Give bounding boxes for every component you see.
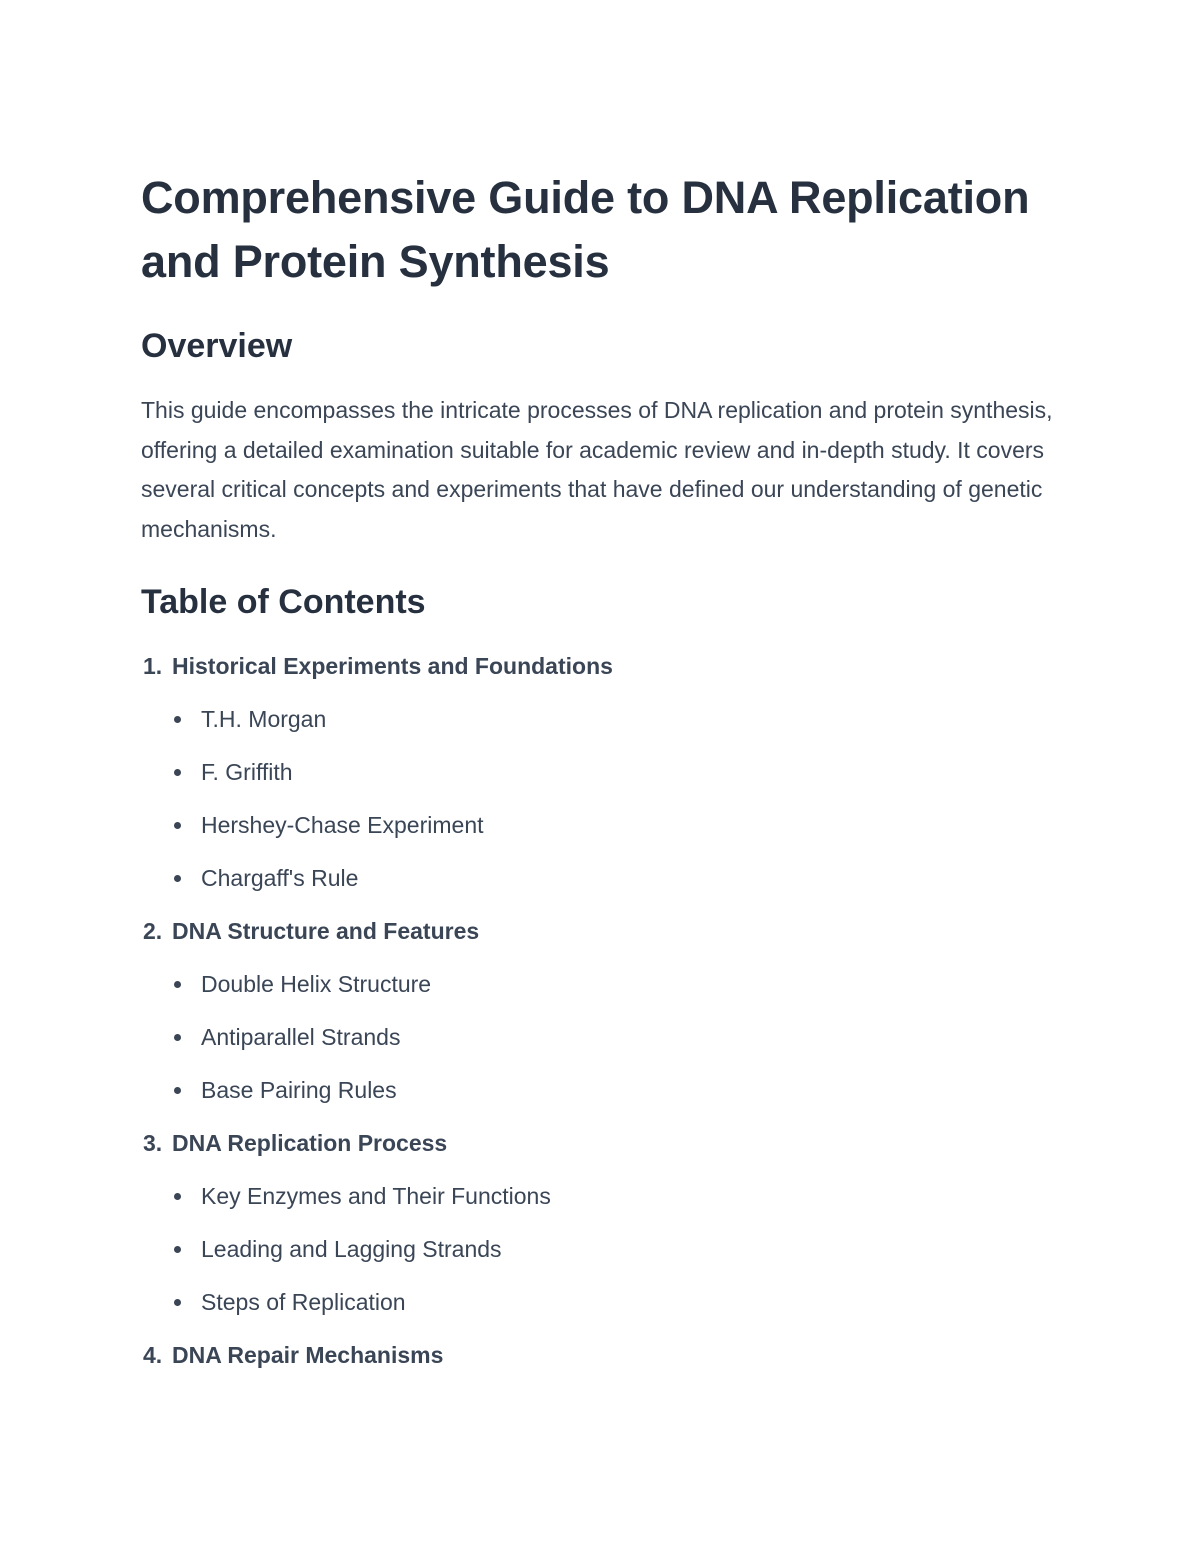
toc-subsection-item xyxy=(172,1283,1061,1321)
bullet-icon xyxy=(174,822,181,829)
overview-paragraph: This guide encompasses the intricate processes of DNA replication and protein synthesis, offering a detailed examination suitable for academic review and in-depth study. It covers several critical concepts and experiments that have defined our understanding of genetic mechanisms. xyxy=(141,397,1053,542)
toc-subsection-item xyxy=(172,753,1061,791)
toc-subsection-label: Key Enzymes and Their Functions xyxy=(201,1183,551,1209)
bullet-icon xyxy=(174,875,181,882)
bullet-icon xyxy=(174,716,181,723)
toc-section-title: DNA Replication Process xyxy=(172,1130,448,1156)
toc-subsection-list xyxy=(172,700,1061,897)
toc-subsection-list xyxy=(172,965,1061,1109)
overview-heading: Overview xyxy=(141,327,293,365)
bullet-icon xyxy=(174,1246,181,1253)
toc-section-title: DNA Repair Mechanisms xyxy=(172,1342,444,1368)
toc-subsection-label: Chargaff's Rule xyxy=(201,865,359,891)
bullet-icon xyxy=(174,1034,181,1041)
toc-section-3 xyxy=(141,1124,1061,1321)
toc-heading: Table of Contents xyxy=(141,583,426,621)
toc-subsection-item xyxy=(172,859,1061,897)
toc-section-number: 4. xyxy=(143,1342,163,1368)
toc-section-2 xyxy=(141,912,1061,1109)
toc-subsection-label: Antiparallel Strands xyxy=(201,1024,401,1050)
toc-section-1 xyxy=(141,647,1061,897)
bullet-icon xyxy=(174,1087,181,1094)
toc-subsection-label: F. Griffith xyxy=(201,759,293,785)
toc-subsection-label: Leading and Lagging Strands xyxy=(201,1236,502,1262)
toc-section-number: 1. xyxy=(143,653,163,679)
toc-subsection-item xyxy=(172,1230,1061,1268)
document-title: Comprehensive Guide to DNA Replication and Protein Synthesis xyxy=(141,172,1030,287)
toc-section-4 xyxy=(141,1336,1061,1374)
bullet-icon xyxy=(174,769,181,776)
bullet-icon xyxy=(174,1193,181,1200)
toc-section-title: Historical Experiments and Foundations xyxy=(172,653,613,679)
toc-subsection-label: Base Pairing Rules xyxy=(201,1077,397,1103)
toc-subsection-item xyxy=(172,1177,1061,1215)
document-page xyxy=(141,166,1061,1374)
toc-subsection-label: Double Helix Structure xyxy=(201,971,432,997)
bullet-icon xyxy=(174,981,181,988)
toc-subsection-item xyxy=(172,700,1061,738)
toc-subsection-item xyxy=(172,965,1061,1003)
toc-section-title: DNA Structure and Features xyxy=(172,918,480,944)
table-of-contents xyxy=(141,647,1061,1374)
toc-subsection-label: Hershey-Chase Experiment xyxy=(201,812,484,838)
toc-subsection-list xyxy=(172,1177,1061,1321)
toc-subsection-item xyxy=(172,806,1061,844)
toc-subsection-item xyxy=(172,1071,1061,1109)
toc-subsection-item xyxy=(172,1018,1061,1056)
toc-subsection-label: T.H. Morgan xyxy=(201,706,327,732)
bullet-icon xyxy=(174,1299,181,1306)
toc-subsection-label: Steps of Replication xyxy=(201,1289,406,1315)
toc-section-number: 3. xyxy=(143,1130,163,1156)
toc-section-number: 2. xyxy=(143,918,163,944)
